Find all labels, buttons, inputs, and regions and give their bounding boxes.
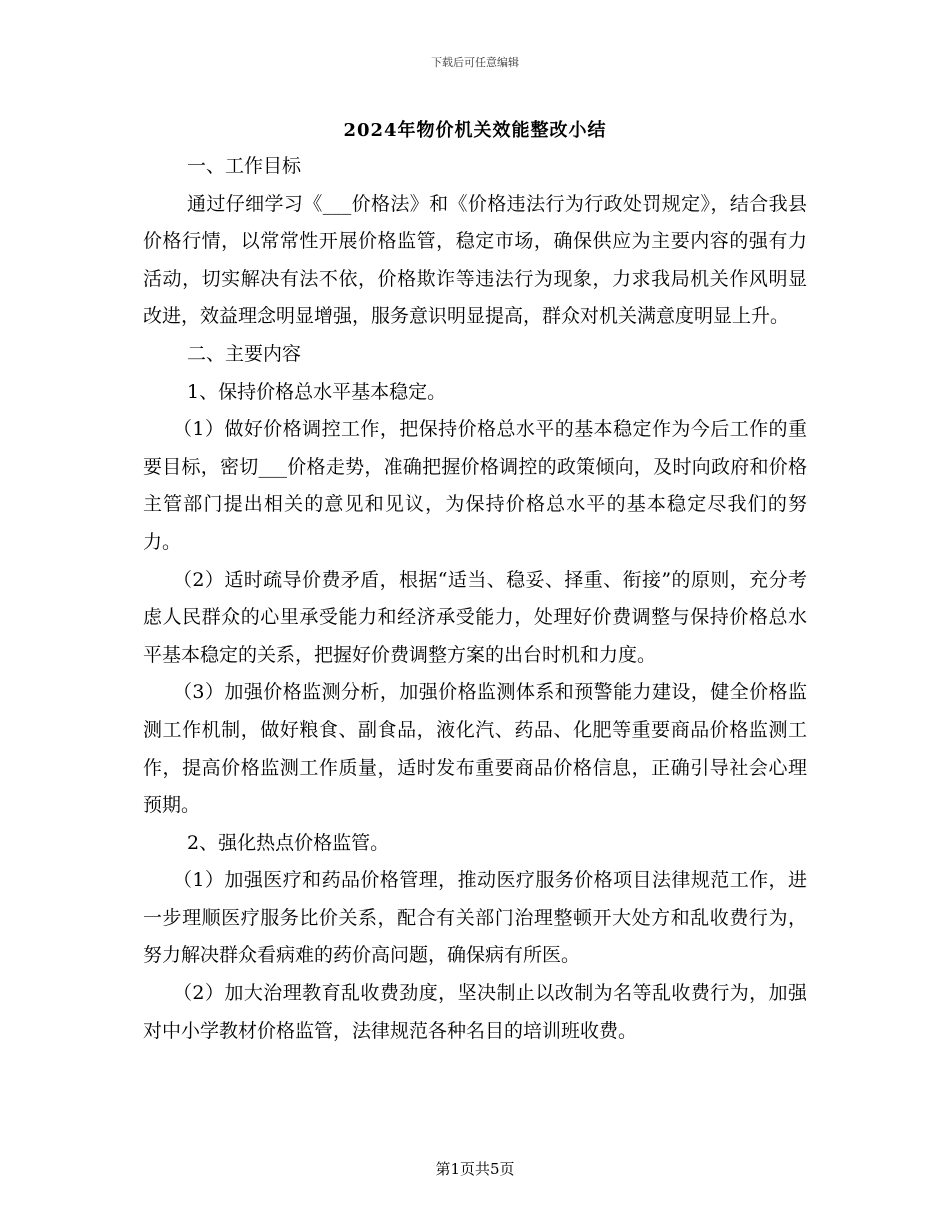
- item-1-paragraph-3: （3）加强价格监测分析，加强价格监测体系和预警能力建设，健全价格监测工作机制，做好粮食、副食品，液化汽、药品、化肥等重要商品价格监测工作，提高价格监测工作质量，适时发布重要商品价格信息，正确引导社会心理预期。: [143, 681, 807, 817]
- item-2-heading: 2、强化热点价格监管。: [187, 831, 390, 854]
- item-2-paragraph-2: （2）加大治理教育乱收费劲度，坚决制止以改制为名等乱收费行为，加强对中小学教材价格监管，法律规范各种名目的培训班收费。: [143, 982, 807, 1042]
- item-1-paragraph-1: （1）做好价格调控工作，把保持价格总水平的基本稳定作为今后工作的重要目标，密切___价格走势，准确把握价格调控的政策倾向，及时向政府和价格主管部门提出相关的意见和见议，为保持价格总水平的基本稳定尽我们的努力。: [143, 418, 807, 553]
- item-2-paragraph-1: （1）加强医疗和药品价格管理，推动医疗服务价格项目法律规范工作，进一步理顺医疗服务比价关系，配合有关部门治理整顿开大处方和乱收费行为，努力解决群众看病难的药价高问题，确保病有所医。: [143, 869, 807, 967]
- section-2-heading: 二、主要内容: [187, 342, 302, 365]
- document-title: 2024年物价机关效能整改小结: [343, 120, 607, 141]
- page-number: 第1页共5页: [435, 1160, 515, 1178]
- document-body: [143, 148, 807, 1050]
- section-1-heading: 一、工作目标: [187, 155, 302, 177]
- item-1-heading: 1、保持价格总水平基本稳定。: [187, 380, 447, 403]
- item-1-paragraph-2: （2）适时疏导价费矛盾，根据“适当、稳妥、择重、衔接”的原则，充分考虑人民群众的心里承受能力和经济承受能力，处理好价费调整与保持价格总水平基本稳定的关系，把握好价费调整方案的出台时机和力度。: [143, 568, 807, 666]
- page-header-note: 下载后可任意编辑: [431, 56, 519, 69]
- section-1-paragraph: 通过仔细学习《___价格法》和《价格违法行为行政处罚规定》，结合我县价格行情，以常常性开展价格监管，稳定市场，确保供应为主要内容的强有力活动，切实解决有法不依，价格欺诈等违法行为现象，力求我局机关作风明显改进，效益理念明显增强，服务意识明显提高，群众对机关满意度明显上升。: [143, 192, 807, 328]
